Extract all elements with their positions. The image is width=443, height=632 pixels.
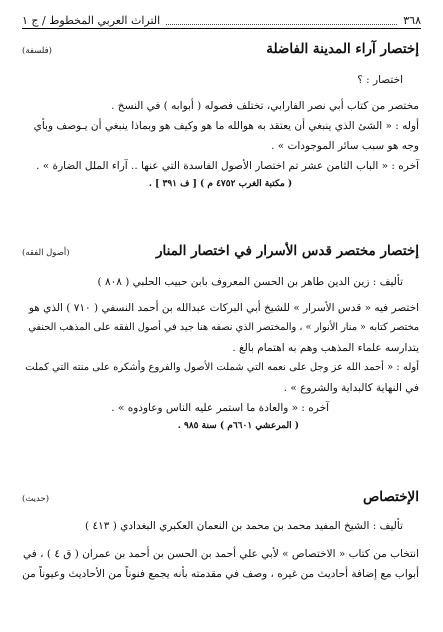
entry-heading [22,40,419,58]
entry-heading [22,242,419,260]
entry-line: في النهاية كالبداية والشروع » . [283,382,419,394]
entry-line: أبواب مع إضافة أحاديث من غيره ، وصف في مقدمته بأنه يجمع فنوناً من الأحاديث وعيوناً من [22,568,419,580]
entry-title: إختصار آراء المدينة الفاضلة [266,41,419,57]
subject-tag: (حديث) [22,494,50,504]
entry-title: إختصار مختصر قدس الأسرار في اختصار المنار [156,243,419,259]
subject-tag: (فلسفة) [22,46,52,56]
entry-title: الإختصاص [362,489,419,505]
entry-al-ikhtisas [22,488,419,584]
entry-line: مختصر كتابه « منار الأنوار » ، والمختصر الذي نصفه هنا جيد في أصول الفقه على المذهب الحنفي [28,322,419,333]
manuscript-reference: ( المرعشي ٦٦٠١م ) سنة ٩٨٥ . [177,421,299,431]
entry-line: مختصر من كتاب أبي نصر الفارابي، تختلف فصوله ( أبوابه ) في النسخ . [111,100,419,112]
entry-line: أوله : « أحمد الله عز وجل على نعمه التي شملت الأصول والفروع وأشكره على منته التي كملت [25,362,419,373]
entry-heading [22,488,419,506]
page-number: ٣٦٨ [403,14,421,27]
entry-line: آخره : « الباب الثامن عشر تم اختصار الأصول الفاسدة التي عنها .. آراء الملل الضارة » . [36,160,419,172]
running-header [22,8,421,29]
entry-madina-fadila [22,40,419,192]
entry-line: أوله : « الشئ الذي ينبغي أن يعتقد به هوالله ما هو وكيف هو وبماذا ينبغي أن يـوصف وبأي [33,120,419,132]
entry-line: وجه هو سبب سائر الموجودات » . [271,140,419,152]
subject-tag: (أصول الفقه) [22,248,70,258]
entry-line: تأليف : الشيخ المفيد محمد بن محمد بن النعمان العكبري البغدادي ( ٤١٣ ) [85,520,403,532]
header-dot-leader [166,23,397,25]
entry-qudus-al-asrar [22,242,419,434]
entry-line: اختصار : ؟ [357,74,403,86]
entry-line: يتدارسه علماء المذهب وهم به اهتمام بالغ . [232,342,419,354]
running-title: التراث العربي المخطوط / ج ١ [22,14,161,27]
entry-line: انتخاب من كتاب « الاختصاص » لأبي علي أحمد بن الحسن بن أحمد بن عمران ( ق ٤ ) ، في [23,548,419,560]
entry-line: اختصر فيه « قدس الأسرار » للشيخ أبي البركات عبدالله بن أحمد النسفي ( ٧١٠ ) الذي هو [28,302,419,314]
manuscript-reference: ( مكتبة الغرب ٤٧٥٢ م ) [ ف ٣٩١ ] . [148,179,293,189]
entry-line: آخره : « والعادة ما استمر عليه الناس وعاودوه » . [111,402,329,414]
entry-line: تأليف : زين الدين طاهر بن الحسن المعروف بابن حبيب الحلبي ( ٨٠٨ ) [97,276,403,288]
